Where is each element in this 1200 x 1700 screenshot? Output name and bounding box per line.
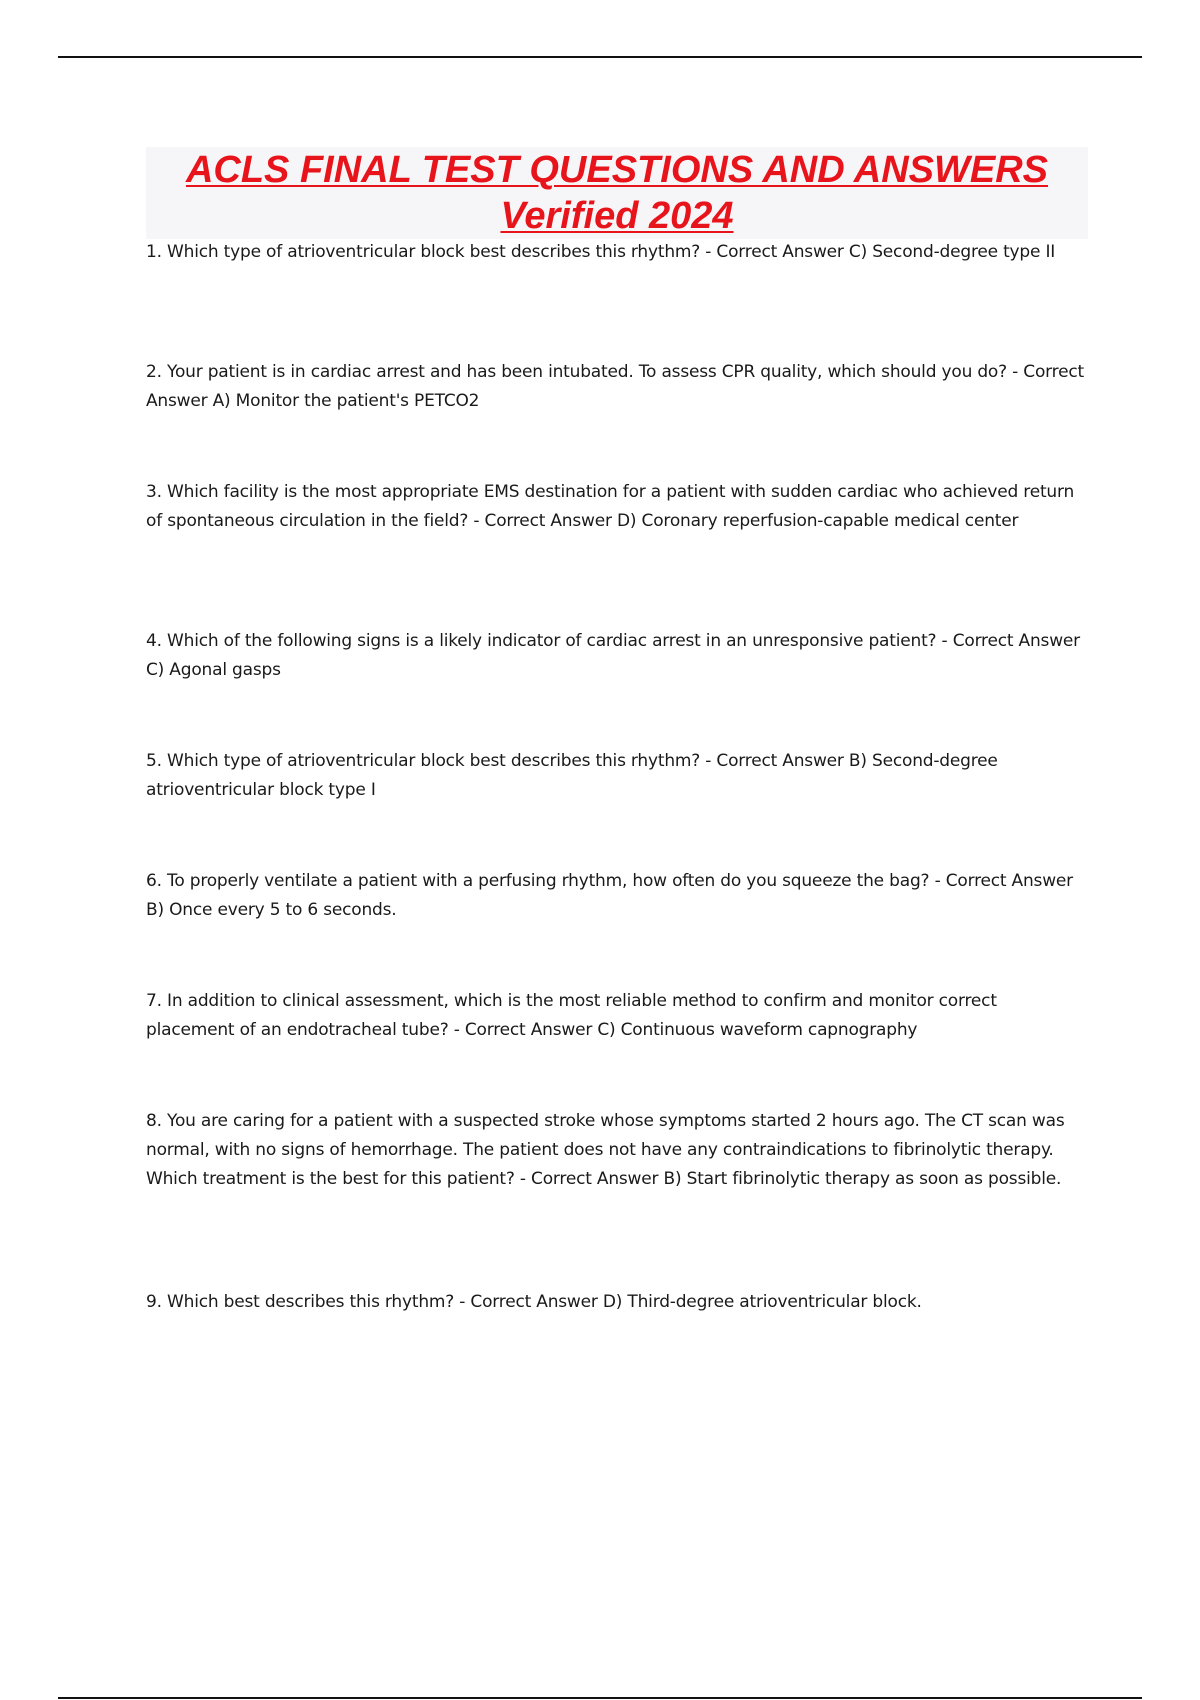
title-line-2: Verified 2024 [500, 195, 734, 237]
question-9: 9. Which best describes this rhythm? - Correct Answer D) Third-degree atrioventricular block. [146, 1292, 922, 1312]
question-2: 2. Your patient is in cardiac arrest and has been intubated. To assess CPR quality, which should you do? - Correct Answer A) Monitor the patient's PETCO2 [146, 362, 1084, 411]
question-7: 7. In addition to clinical assessment, which is the most reliable method to confirm and monitor correct placement of an endotracheal tube? - Correct Answer C) Continuous waveform capnography [146, 991, 997, 1040]
top-rule [58, 56, 1142, 58]
document-title [146, 147, 1088, 239]
question-3: 3. Which facility is the most appropriate EMS destination for a patient with sudden cardiac who achieved return of spontaneous circulation in the field? - Correct Answer D) Coronary reperfusion-capable medical center [146, 482, 1075, 531]
title-line-1: ACLS FINAL TEST QUESTIONS AND ANSWERS [185, 149, 1049, 191]
question-1: 1. Which type of atrioventricular block best describes this rhythm? - Correct Answer C) Second-degree type II [146, 242, 1056, 262]
bottom-rule [58, 1697, 1142, 1699]
question-5: 5. Which type of atrioventricular block best describes this rhythm? - Correct Answer B) Second-degree atrioventricular block type I [146, 751, 998, 800]
question-6: 6. To properly ventilate a patient with a perfusing rhythm, how often do you squeeze the bag? - Correct Answer B) Once every 5 to 6 seconds. [146, 871, 1073, 920]
question-4: 4. Which of the following signs is a likely indicator of cardiac arrest in an unresponsive patient? - Correct Answer C) Agonal gasps [146, 631, 1080, 680]
question-8: 8. You are caring for a patient with a suspected stroke whose symptoms started 2 hours ago. The CT scan was normal, with no signs of hemorrhage. The patient does not have any contraindications to fibrinolytic therapy. Which treatment is the best for this patient? - Correct Answer B) Start fibrinolytic therapy as soon as possible. [146, 1111, 1065, 1189]
